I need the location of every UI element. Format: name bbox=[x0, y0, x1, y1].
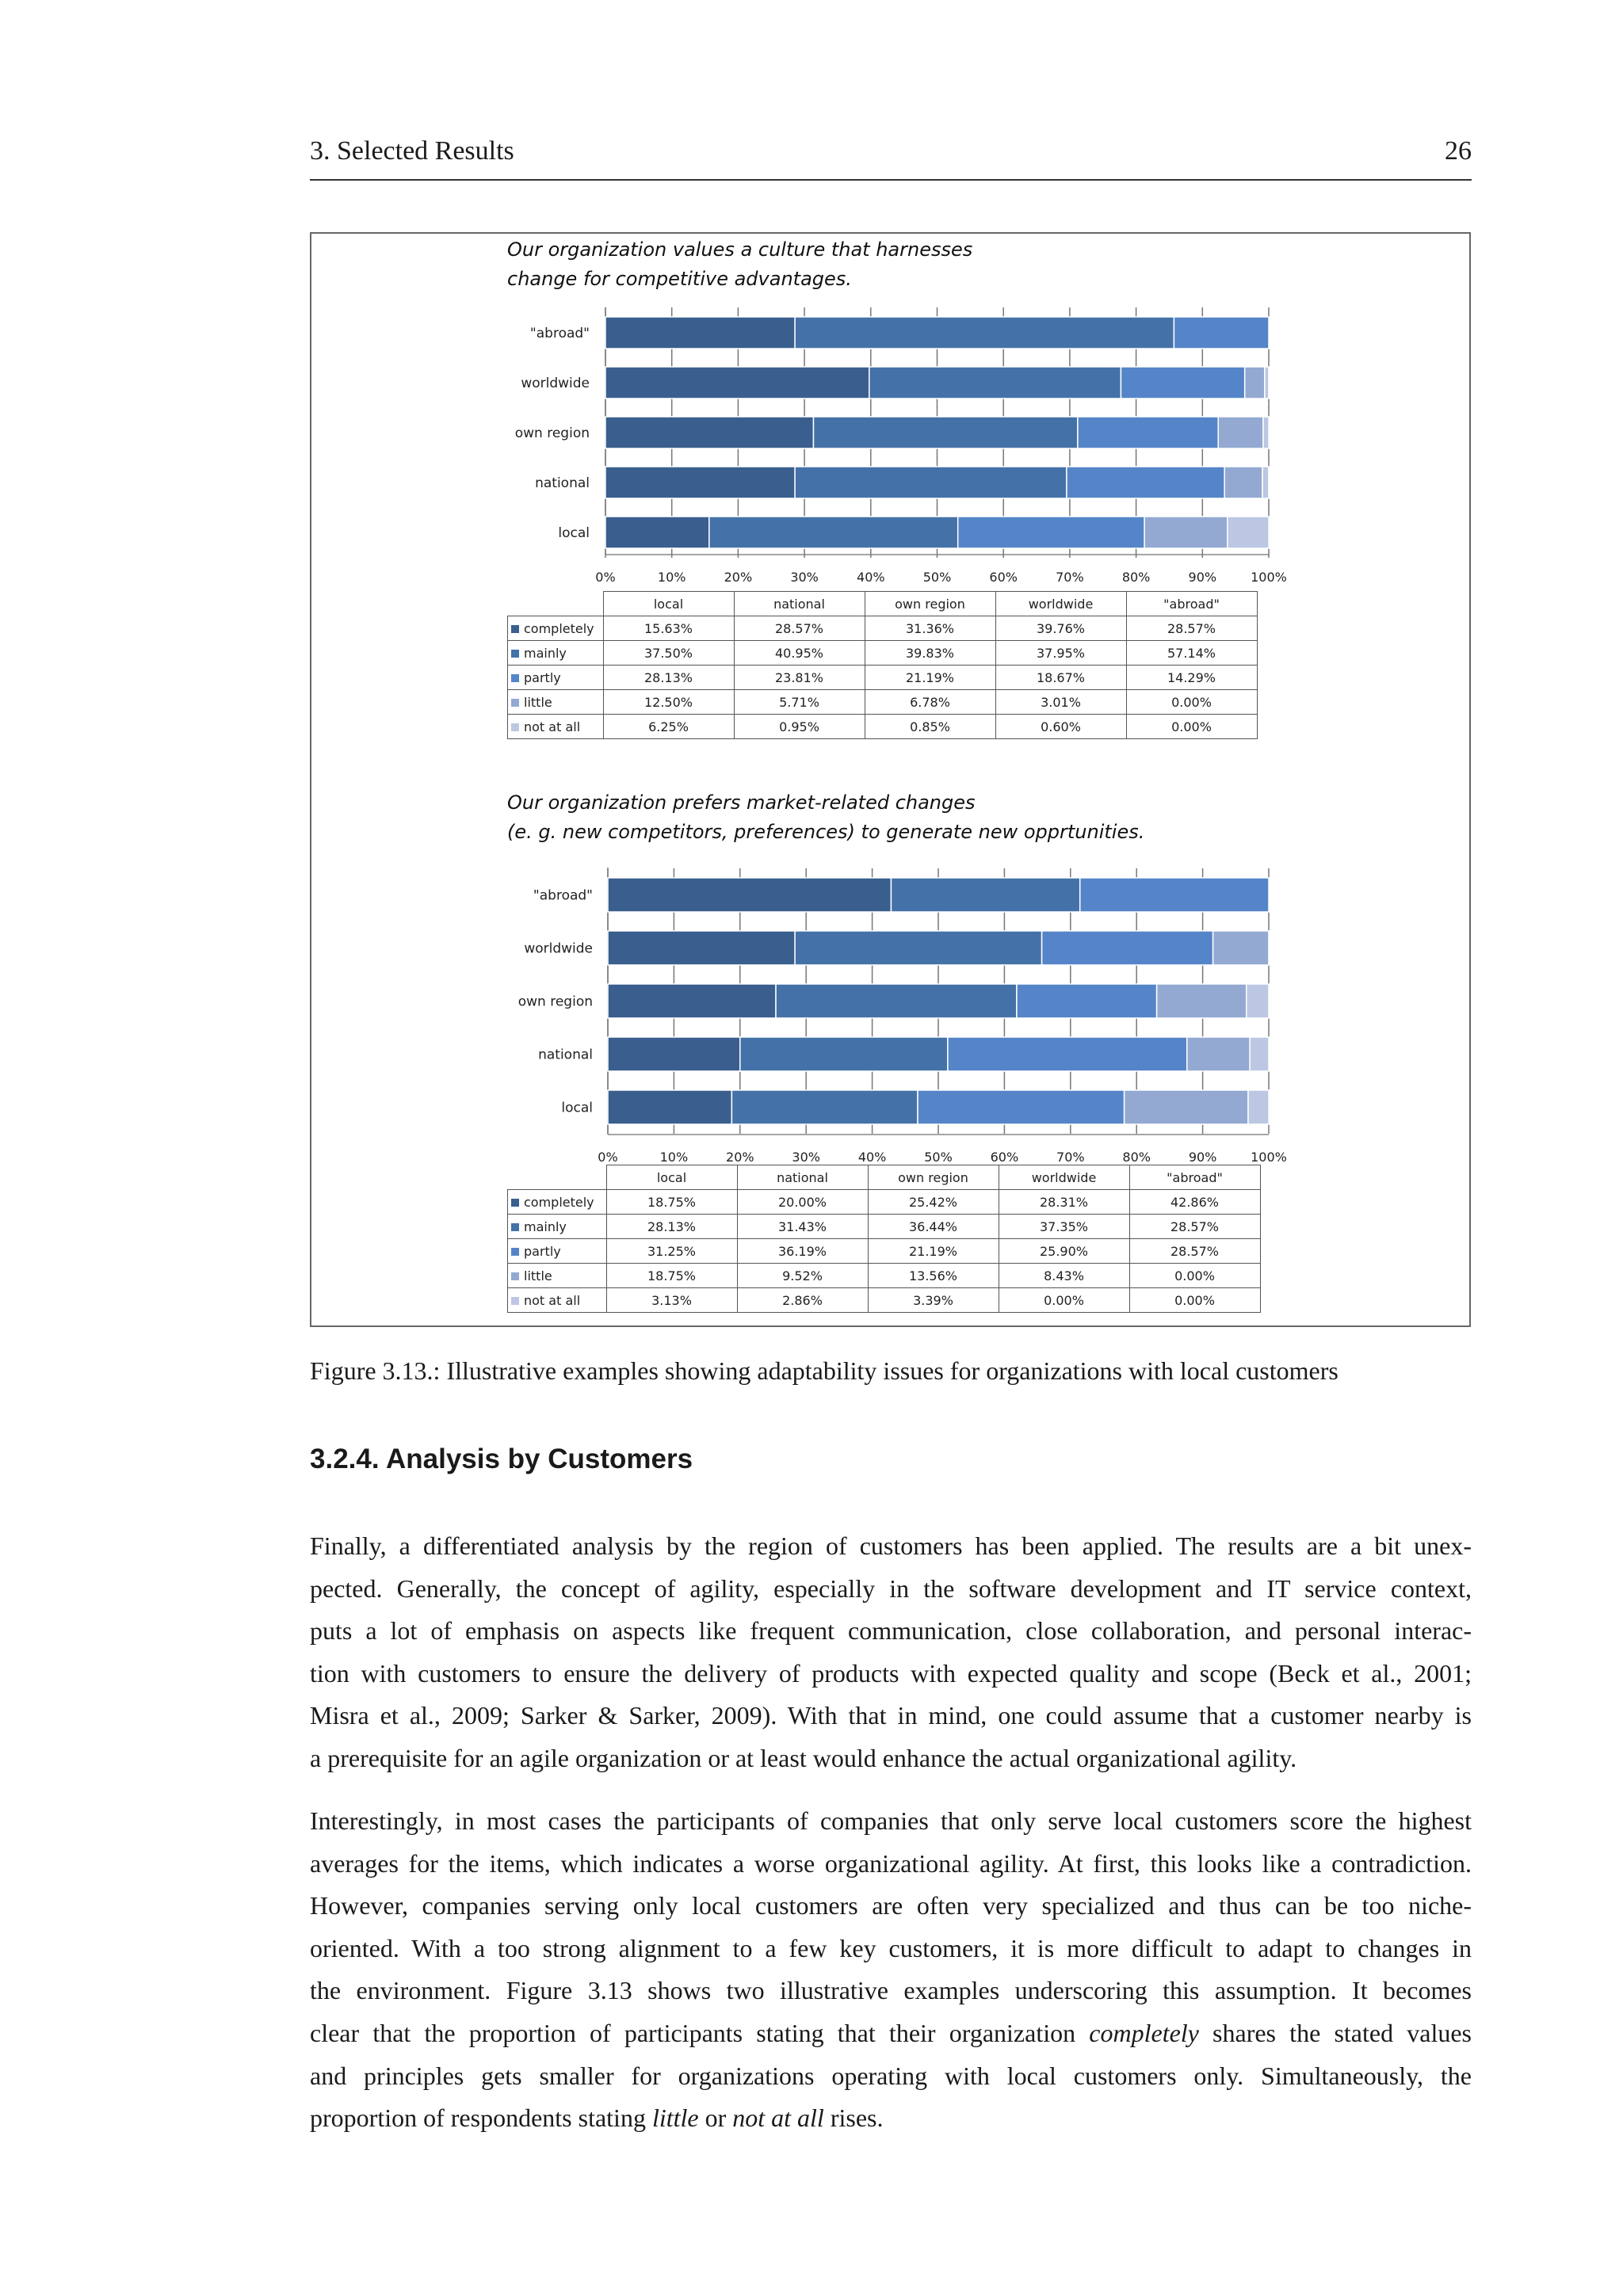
category-label: own region bbox=[517, 994, 593, 1010]
legend-swatch bbox=[511, 1199, 519, 1207]
x-tick-label: 20% bbox=[724, 570, 753, 585]
table-column-header: local bbox=[606, 1165, 737, 1190]
x-tick-label: 60% bbox=[990, 1150, 1019, 1165]
paragraph-line-with-italics: proportion of respondents stating little or not at all rises. bbox=[310, 2103, 884, 2133]
category-label: "abroad" bbox=[529, 326, 590, 341]
paragraph-line: oriented. With a too strong alignment to a few key customers, it is more difficult to adapt to changes in bbox=[310, 1933, 1472, 1962]
bar-segment bbox=[608, 984, 776, 1018]
bar-segment bbox=[1247, 984, 1269, 1018]
table-cell: 18.67% bbox=[995, 666, 1126, 690]
paragraph-line: Finally, a differentiated analysis by the region of customers has been applied. The results are a bit unex- bbox=[310, 1531, 1472, 1560]
table-cell: 25.90% bbox=[999, 1239, 1129, 1264]
legend-entry: little bbox=[508, 690, 604, 715]
bar-segment bbox=[740, 1037, 948, 1071]
italic-term: little bbox=[651, 2103, 699, 2133]
table-cell: 2.86% bbox=[737, 1288, 868, 1313]
legend-entry: partly bbox=[508, 1239, 607, 1264]
italic-term: completely bbox=[1089, 2018, 1199, 2047]
table-corner bbox=[508, 1165, 607, 1190]
paragraph-2 bbox=[310, 1800, 1472, 2140]
table-column-header: local bbox=[603, 592, 734, 616]
table-cell: 25.42% bbox=[868, 1190, 999, 1215]
page-number: 26 bbox=[1445, 136, 1472, 166]
paragraph-line: puts a lot of emphasis on aspects like frequent communication, close collaboration, and personal interac- bbox=[310, 1616, 1472, 1646]
table-cell: 57.14% bbox=[1126, 641, 1257, 666]
table-cell: 28.13% bbox=[603, 666, 734, 690]
x-tick-label: 100% bbox=[1251, 570, 1287, 585]
bar-segment bbox=[776, 984, 1017, 1018]
table-column-header: national bbox=[734, 592, 865, 616]
chart-1-title-line: Our organization values a culture that harnesses bbox=[507, 238, 973, 261]
bar-segment bbox=[918, 1090, 1125, 1124]
legend-entry: mainly bbox=[508, 1215, 607, 1239]
x-tick-label: 50% bbox=[922, 570, 952, 585]
table-cell: 8.43% bbox=[999, 1264, 1129, 1288]
table-cell: 3.01% bbox=[995, 690, 1126, 715]
table-cell: 28.57% bbox=[734, 616, 865, 641]
table-cell: 0.60% bbox=[995, 715, 1126, 739]
table-row bbox=[508, 1288, 1261, 1313]
table-cell: 28.13% bbox=[606, 1215, 737, 1239]
bar-segment bbox=[1080, 878, 1269, 912]
table-cell: 37.35% bbox=[999, 1215, 1129, 1239]
chart-2-title-line: (e. g. new competitors, preferences) to generate new opprtunities. bbox=[507, 821, 1145, 843]
table-cell: 37.95% bbox=[995, 641, 1126, 666]
category-label: local bbox=[561, 1100, 593, 1116]
x-tick-label: 80% bbox=[1121, 570, 1151, 585]
table-row bbox=[508, 1215, 1261, 1239]
table-cell: 28.57% bbox=[1126, 616, 1257, 641]
table-cell: 0.00% bbox=[1126, 690, 1257, 715]
table-cell: 0.95% bbox=[734, 715, 865, 739]
category-label: worldwide bbox=[524, 940, 593, 957]
table-cell: 36.44% bbox=[868, 1215, 999, 1239]
bar-segment bbox=[1017, 984, 1157, 1018]
table-cell: 39.83% bbox=[865, 641, 995, 666]
table-row bbox=[508, 1190, 1261, 1215]
table-cell: 21.19% bbox=[868, 1239, 999, 1264]
category-label: own region bbox=[514, 425, 590, 441]
chart-2-data-table bbox=[507, 1165, 1261, 1313]
x-tick-label: 40% bbox=[857, 570, 885, 585]
paragraph-1 bbox=[310, 1525, 1472, 1780]
x-tick-label: 0% bbox=[595, 570, 616, 585]
x-tick-label: 40% bbox=[857, 1150, 887, 1165]
legend-entry: completely bbox=[508, 616, 604, 641]
table-cell: 31.25% bbox=[606, 1239, 737, 1264]
table-cell: 0.00% bbox=[1129, 1264, 1260, 1288]
table-cell: 36.19% bbox=[737, 1239, 868, 1264]
table-cell: 40.95% bbox=[734, 641, 865, 666]
table-column-header: national bbox=[737, 1165, 868, 1190]
table-cell: 13.56% bbox=[868, 1264, 999, 1288]
x-tick-label: 30% bbox=[792, 1150, 820, 1165]
paragraph-line: pected. Generally, the concept of agility, especially in the software development and IT service context, bbox=[310, 1573, 1472, 1603]
bar-segment bbox=[891, 878, 1079, 912]
table-cell: 0.00% bbox=[999, 1288, 1129, 1313]
x-tick-label: 90% bbox=[1188, 570, 1217, 585]
x-tick-label: 70% bbox=[1056, 570, 1084, 585]
running-section-title: 3. Selected Results bbox=[310, 136, 514, 166]
x-tick-label: 90% bbox=[1188, 1150, 1217, 1165]
table-cell: 6.25% bbox=[603, 715, 734, 739]
table-cell: 6.78% bbox=[865, 690, 995, 715]
legend-entry: not at all bbox=[508, 1288, 607, 1313]
legend-swatch bbox=[511, 1297, 519, 1305]
x-tick-label: 30% bbox=[790, 570, 819, 585]
legend-swatch bbox=[511, 1248, 519, 1256]
table-cell: 39.76% bbox=[995, 616, 1126, 641]
table-cell: 37.50% bbox=[603, 641, 734, 666]
legend-entry: mainly bbox=[508, 641, 604, 666]
table-column-header: own region bbox=[865, 592, 995, 616]
bar-segment bbox=[608, 878, 891, 912]
section-heading: 3.2.4. Analysis by Customers bbox=[310, 1444, 693, 1474]
paragraph-line: a prerequisite for an agile organization or at least would enhance the actual organizational agility. bbox=[310, 1743, 1297, 1772]
paragraph-line: the environment. Figure 3.13 shows two illustrative examples underscoring this assumption. It becomes bbox=[310, 1976, 1472, 2005]
category-label: national bbox=[538, 1047, 593, 1063]
table-cell: 3.39% bbox=[868, 1288, 999, 1313]
table-cell: 42.86% bbox=[1129, 1190, 1260, 1215]
paragraph-line: Interestingly, in most cases the participants of companies that only serve local customers score the highest bbox=[310, 1806, 1472, 1835]
x-tick-label: 10% bbox=[659, 1150, 689, 1165]
table-column-header: "abroad" bbox=[1126, 592, 1257, 616]
table-cell: 0.00% bbox=[1129, 1288, 1260, 1313]
bar-segment bbox=[795, 931, 1041, 965]
paragraph-line-with-italics: clear that the proportion of participants stating that their organization completely shares the stated values bbox=[310, 2018, 1472, 2047]
table-column-header: "abroad" bbox=[1129, 1165, 1260, 1190]
legend-swatch bbox=[511, 1272, 519, 1280]
table-cell: 3.13% bbox=[606, 1288, 737, 1313]
bar-segment bbox=[1213, 931, 1269, 965]
table-cell: 28.57% bbox=[1129, 1215, 1260, 1239]
bar-segment bbox=[1125, 1090, 1248, 1124]
table-cell: 5.71% bbox=[734, 690, 865, 715]
table-cell: 9.52% bbox=[737, 1264, 868, 1288]
x-tick-label: 10% bbox=[657, 570, 686, 585]
table-cell: 0.00% bbox=[1126, 715, 1257, 739]
x-tick-label: 0% bbox=[598, 1150, 618, 1165]
table-cell: 18.75% bbox=[606, 1190, 737, 1215]
paragraph-line: Misra et al., 2009; Sarker & Sarker, 2009). With that in mind, one could assume that a customer nearby is bbox=[310, 1701, 1472, 1730]
category-label: "abroad" bbox=[533, 887, 593, 904]
category-label: local bbox=[558, 525, 590, 541]
bar-segment bbox=[1250, 1037, 1269, 1071]
table-cell: 28.31% bbox=[999, 1190, 1129, 1215]
table-row bbox=[508, 1264, 1261, 1288]
italic-term: not at all bbox=[732, 2103, 824, 2133]
table-cell: 15.63% bbox=[603, 616, 734, 641]
x-tick-label: 70% bbox=[1056, 1150, 1085, 1165]
table-cell: 28.57% bbox=[1129, 1239, 1260, 1264]
paragraph-line: and principles gets smaller for organizations operating with local customers only. Simultaneously, the bbox=[310, 2061, 1472, 2090]
bar-segment bbox=[1042, 931, 1213, 965]
figure-caption: Figure 3.13.: Illustrative examples showing adaptability issues for organizations with local customers bbox=[310, 1356, 1338, 1385]
paragraph-line: However, companies serving only local customers are often very specialized and thus can be too niche- bbox=[310, 1891, 1472, 1920]
bar-segment bbox=[1187, 1037, 1250, 1071]
legend-entry: little bbox=[508, 1264, 607, 1288]
legend-swatch bbox=[511, 1223, 519, 1231]
legend-entry: not at all bbox=[508, 715, 604, 739]
table-cell: 14.29% bbox=[1126, 666, 1257, 690]
table-column-header: worldwide bbox=[999, 1165, 1129, 1190]
table-column-header: worldwide bbox=[995, 592, 1126, 616]
bar-segment bbox=[608, 931, 795, 965]
table-cell: 21.19% bbox=[865, 666, 995, 690]
x-tick-label: 80% bbox=[1122, 1150, 1151, 1165]
table-cell: 12.50% bbox=[603, 690, 734, 715]
table-cell: 18.75% bbox=[606, 1264, 737, 1288]
paragraph-line: averages for the items, which indicates a worse organizational agility. At first, this looks like a contradiction. bbox=[310, 1848, 1472, 1878]
table-cell: 31.43% bbox=[737, 1215, 868, 1239]
bar-segment bbox=[731, 1090, 918, 1124]
table-cell: 23.81% bbox=[734, 666, 865, 690]
legend-entry: completely bbox=[508, 1190, 607, 1215]
chart-1-title-line: change for competitive advantages. bbox=[507, 268, 852, 290]
bar-segment bbox=[1248, 1090, 1269, 1124]
bar-segment bbox=[608, 1037, 740, 1071]
legend-entry: partly bbox=[508, 666, 604, 690]
paragraph-line: tion with customers to ensure the delivery of products with expected quality and scope (Beck et al., 2001; bbox=[310, 1658, 1472, 1688]
x-tick-label: 60% bbox=[989, 570, 1018, 585]
table-column-header: own region bbox=[868, 1165, 999, 1190]
table-cell: 20.00% bbox=[737, 1190, 868, 1215]
bar-segment bbox=[948, 1037, 1187, 1071]
chart-2-title-line: Our organization prefers market-related changes bbox=[507, 791, 976, 814]
x-tick-label: 100% bbox=[1251, 1150, 1287, 1165]
table-cell: 0.85% bbox=[865, 715, 995, 739]
category-label: national bbox=[535, 475, 590, 491]
category-label: worldwide bbox=[521, 376, 590, 391]
table-row bbox=[508, 1239, 1261, 1264]
x-tick-label: 50% bbox=[924, 1150, 953, 1165]
x-tick-label: 20% bbox=[726, 1150, 754, 1165]
table-cell: 31.36% bbox=[865, 616, 995, 641]
bar-segment bbox=[608, 1090, 731, 1124]
bar-segment bbox=[1157, 984, 1247, 1018]
